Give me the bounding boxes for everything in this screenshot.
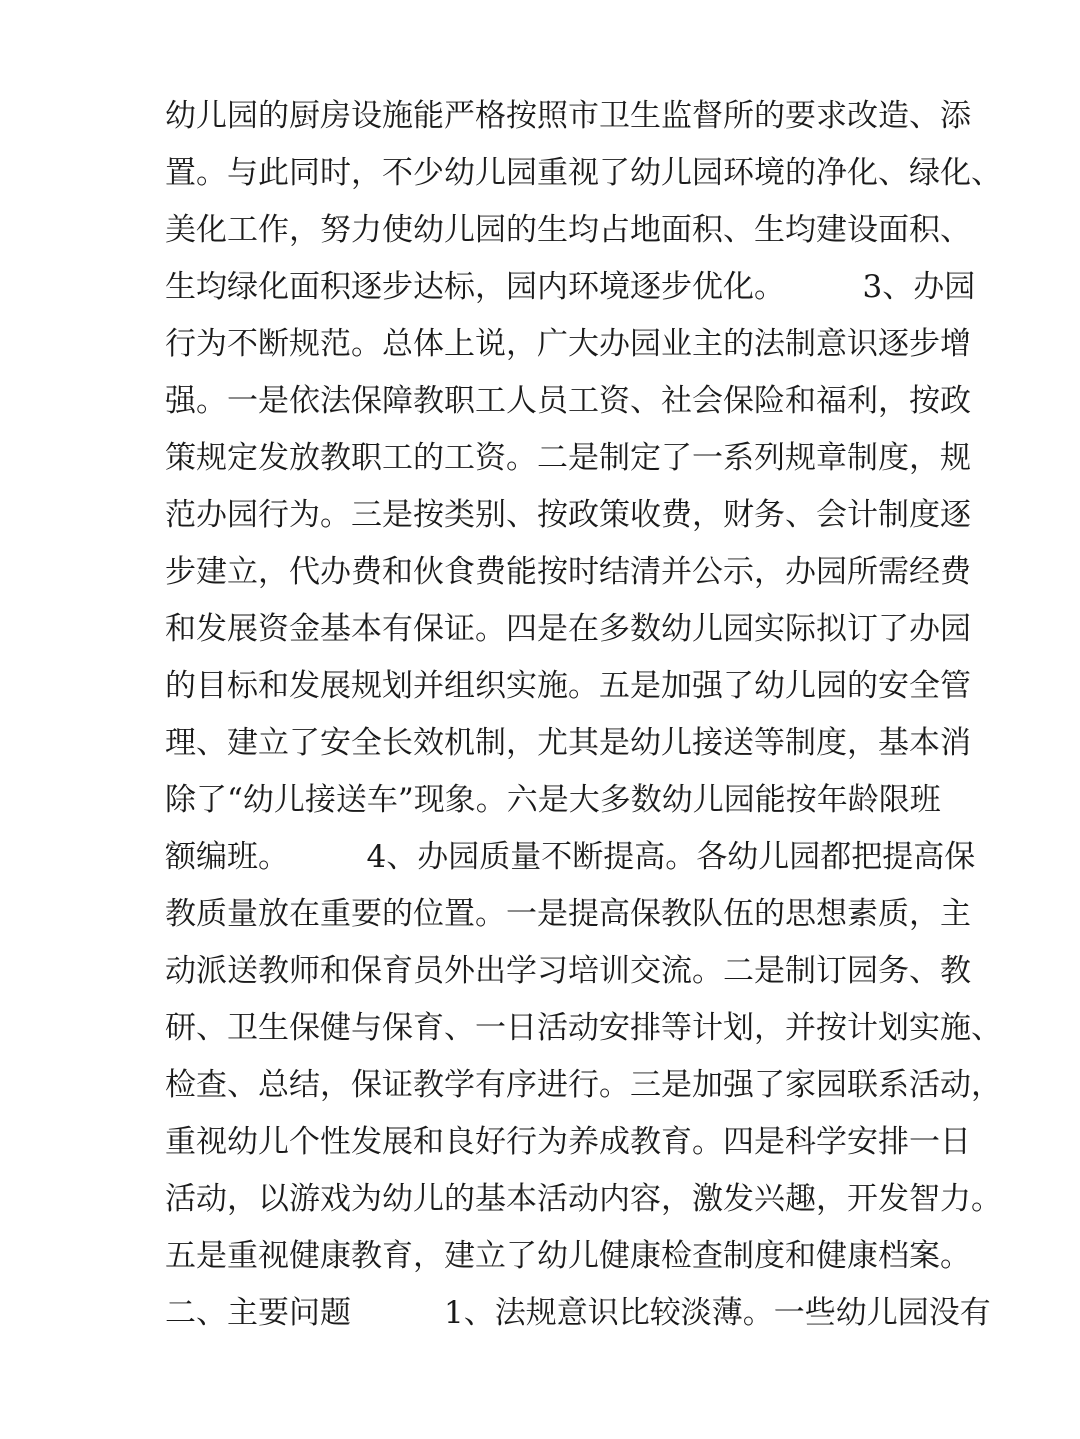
text-line: 范办园行为。三是按类别、按政策收费，财务、会计制度逐	[165, 497, 971, 533]
text-line: 重视幼儿个性发展和良好行为养成教育。四是科学安排一日	[165, 1124, 971, 1160]
text-line: 二、主要问题 1、法规意识比较淡薄。一些幼儿园没有	[165, 1295, 991, 1331]
text-line: 和发展资金基本有保证。四是在多数幼儿园实际拟订了办园	[165, 611, 971, 647]
text-line: 的目标和发展规划并组织实施。五是加强了幼儿园的安全管	[165, 668, 971, 704]
text-line: 行为不断规范。总体上说，广大办园业主的法制意识逐步增	[165, 326, 971, 362]
text-line: 除了“幼儿接送车”现象。六是大多数幼儿园能按年龄限班	[165, 782, 941, 818]
text-line: 置。与此同时，不少幼儿园重视了幼儿园环境的净化、绿化、	[165, 155, 1002, 191]
text-line: 策规定发放教职工的工资。二是制定了一系列规章制度，规	[165, 440, 971, 476]
text-line: 教质量放在重要的位置。一是提高保教队伍的思想素质，主	[165, 896, 971, 932]
text-line: 动派送教师和保育员外出学习培训交流。二是制订园务、教	[165, 953, 971, 989]
text-line: 理、建立了安全长效机制，尤其是幼儿接送等制度，基本消	[165, 725, 971, 761]
text-line: 研、卫生保健与保育、一日活动安排等计划，并按计划实施、	[165, 1010, 1002, 1046]
text-line: 生均绿化面积逐步达标，园内环境逐步优化。 3、办园	[165, 269, 976, 305]
text-line: 五是重视健康教育，建立了幼儿健康检查制度和健康档案。	[165, 1238, 971, 1274]
text-line: 额编班。 4、办园质量不断提高。各幼儿园都把提高保	[165, 839, 976, 875]
body-text	[165, 88, 1002, 1342]
text-line: 幼儿园的厨房设施能严格按照市卫生监督所的要求改造、添	[165, 98, 971, 134]
text-line: 步建立，代办费和伙食费能按时结清并公示，办园所需经费	[165, 554, 971, 590]
text-line: 强。一是依法保障教职工人员工资、社会保险和福利，按政	[165, 383, 971, 419]
text-line: 检查、总结，保证教学有序进行。三是加强了家园联系活动，	[165, 1067, 1002, 1103]
text-line: 美化工作，努力使幼儿园的生均占地面积、生均建设面积、	[165, 212, 971, 248]
text-line: 活动，以游戏为幼儿的基本活动内容，激发兴趣，开发智力。	[165, 1181, 1002, 1217]
